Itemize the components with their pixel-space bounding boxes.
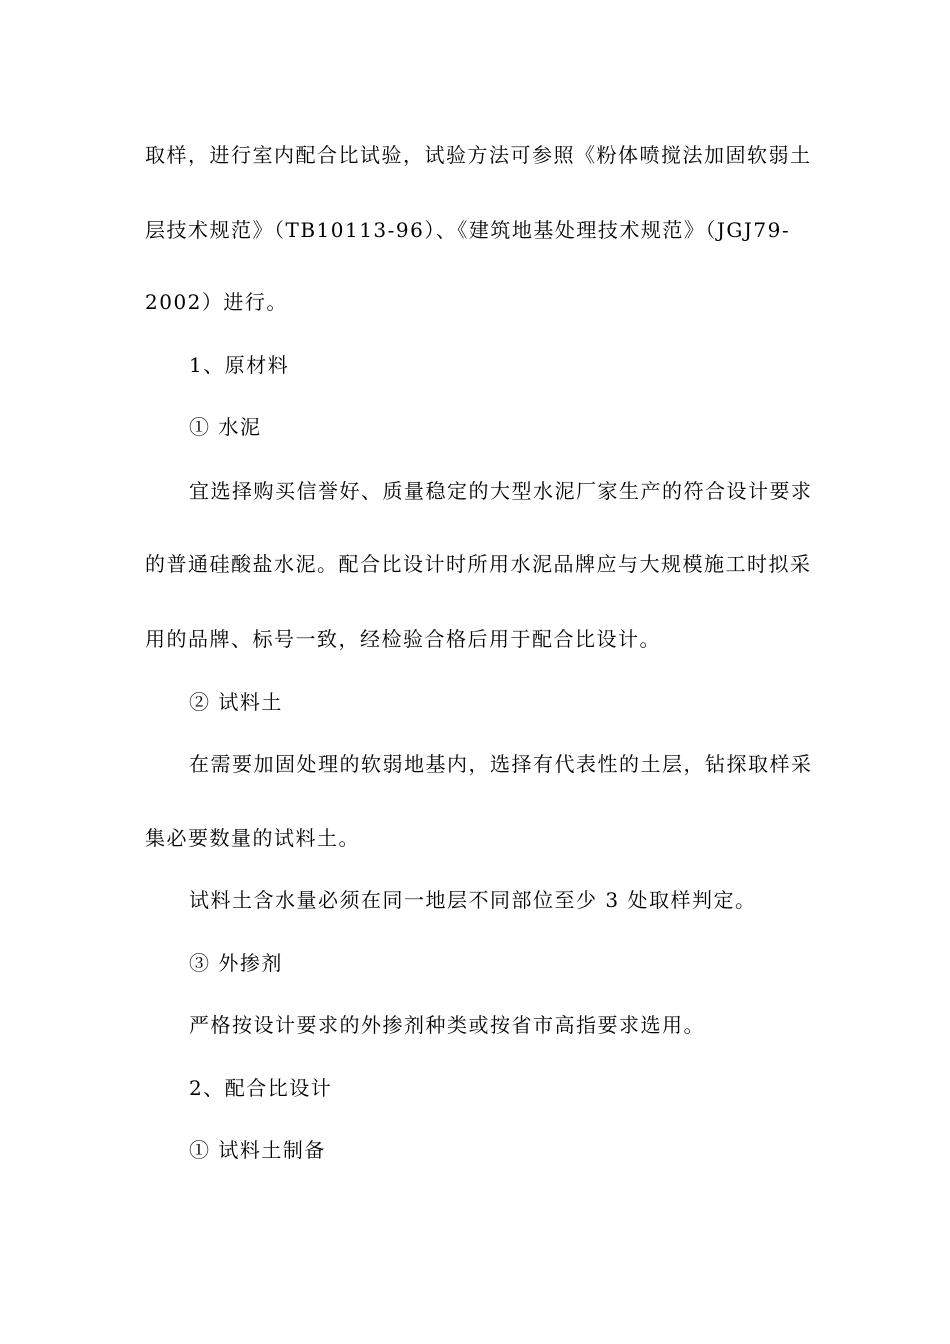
- paragraph-line: 试料土含水量必须在同一地层不同部位至少 3 处取样判定。: [189, 888, 757, 912]
- paragraph-line: 宜选择购买信誉好、质量稳定的大型水泥厂家生产的符合设计要求: [189, 479, 813, 503]
- subsection-heading: ② 试料土: [189, 690, 283, 714]
- paragraph-line: 的普通硅酸盐水泥。配合比设计时所用水泥品牌应与大规模施工时拟采: [145, 552, 812, 576]
- paragraph-line: 用的品牌、标号一致，经检验合格后用于配合比设计。: [145, 627, 661, 651]
- section-heading: 1、原材料: [189, 353, 290, 377]
- subsection-heading: ① 水泥: [189, 415, 262, 439]
- section-heading: 2、配合比设计: [189, 1076, 333, 1100]
- paragraph-line: 2002）进行。: [145, 290, 288, 314]
- paragraph-line: 在需要加固处理的软弱地基内，选择有代表性的土层，钻探取样采: [189, 752, 813, 776]
- paragraph-line: 层技术规范》（TB10113-96）、《建筑地基处理技术规范》（JGJ79-: [145, 218, 791, 242]
- paragraph-line: 取样，进行室内配合比试验，试验方法可参照《粉体喷搅法加固软弱土: [145, 143, 812, 167]
- paragraph-line: 严格按设计要求的外掺剂种类或按省市高指要求选用。: [189, 1013, 705, 1037]
- subsection-heading: ① 试料土制备: [189, 1138, 326, 1162]
- paragraph-line: 集必要数量的试料土。: [145, 826, 360, 850]
- subsection-heading: ③ 外掺剂: [189, 951, 283, 975]
